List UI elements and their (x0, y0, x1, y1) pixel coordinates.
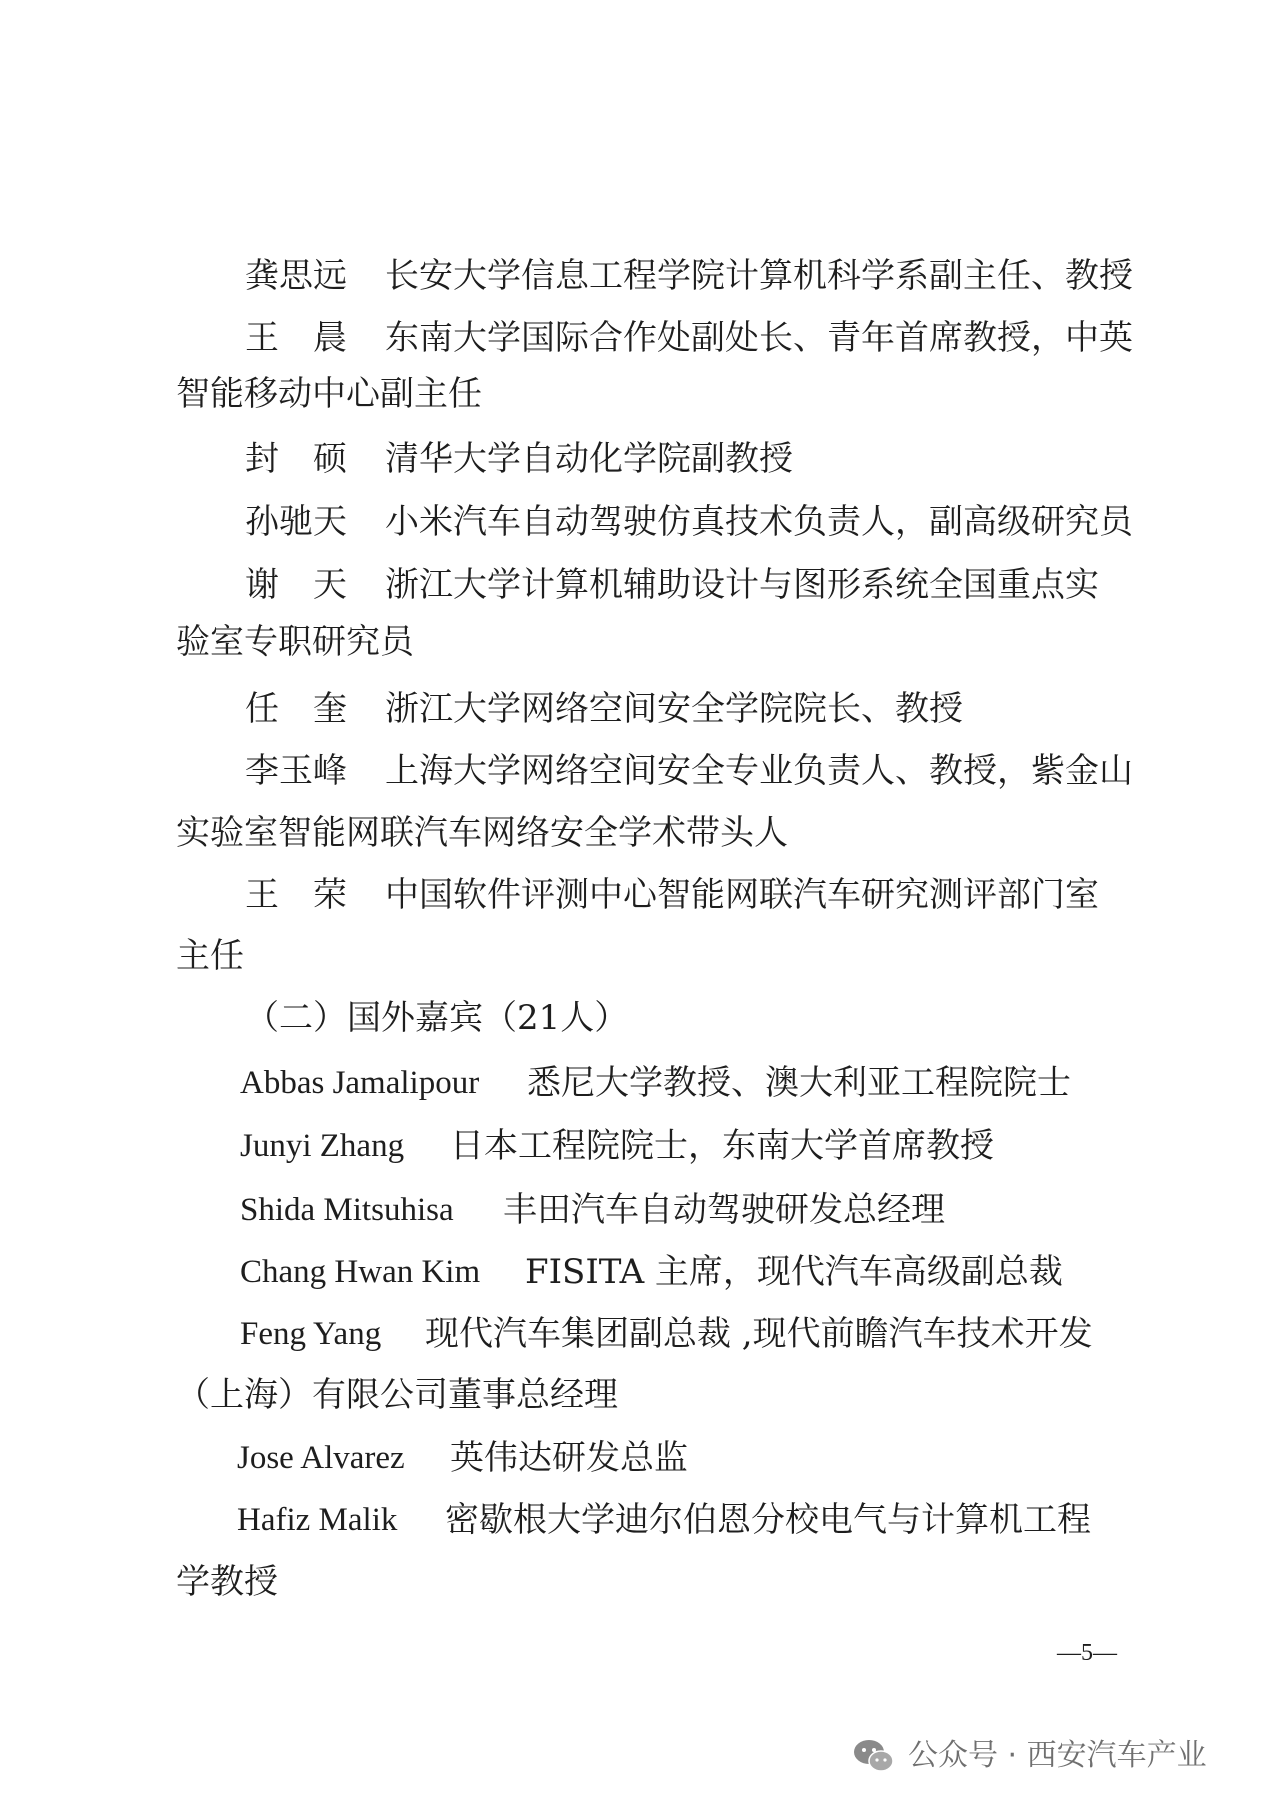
guest-name: 王 晨 (245, 318, 347, 358)
guest-title: 浙江大学网络空间安全学院院长、教授 (385, 689, 963, 729)
guest-title: 日本工程院院士，东南大学首席教授 (450, 1126, 994, 1166)
guest-title: 现代汽车集团副总裁 ,现代前瞻汽车技术开发 (425, 1314, 1093, 1354)
guest-name: Hafiz Malik (237, 1502, 398, 1538)
guest-name: Abbas Jamalipour (240, 1065, 480, 1101)
watermark (852, 1736, 1207, 1776)
guest-name: Junyi Zhang (240, 1128, 405, 1164)
guest-name: Chang Hwan Kim (240, 1254, 481, 1290)
guest-title: 英伟达研发总监 (450, 1438, 688, 1478)
wechat-icon (852, 1736, 896, 1776)
guest-title: 中国软件评测中心智能网联汽车研究测评部门室 (385, 875, 1099, 915)
guest-title: FISITA 主席，现代汽车高级副总裁 (525, 1252, 1063, 1292)
guest-name: Shida Mitsuhisa (240, 1192, 454, 1228)
guest-title: 悉尼大学教授、澳大利亚工程院院士 (527, 1063, 1071, 1103)
guest-name: 谢 天 (245, 565, 347, 605)
watermark-label: 公众号 · 西安汽车产业 (908, 1738, 1207, 1773)
guest-name: 王 荣 (245, 875, 347, 915)
guest-name: 孙驰天 (245, 502, 347, 542)
document-page: 龚思远 长安大学信息工程学院计算机科学系副主任、教授 王 晨 东南大学国际合作处副处长、青年首席教授，中英 智能移动中心副主任 封 硕 清华大学自动化学院副教授 孙驰天 小米汽车自动驾驶仿真技术负责人，副高级研究员 谢 天 浙江大学计算机辅助设计与图形系统全国重点实 验室专职研究员 任 奎 浙江大学网络空间安全学院院长、教授 李玉峰 上海大学网络空间安全专业负责人、教授，紫金山 实验室智能网联汽车网络安全学术带头人 王 荣 中国软件评测中心智能网联汽车研究测评部门室 主任 （二）国外嘉宾（21人） Abbas Jamalipour 悉尼大学教授、澳大利亚工程院院士 Junyi Zhang 日本工程院院士，东南大学首席教授 Shida Mitsuhisa 丰田汽车自动驾驶研发总经理 Chang Hwan Kim FISITA 主席，现代汽车高级副总裁 Feng Yang 现代汽车集团副总裁 ,现代前瞻汽车技术开发 （上海）有限公司董事总经理 Jose Alvarez 英伟达研发总监 Hafiz Malik 密歇根大学迪尔伯恩分校电气与计算机工程 学教授 —5— 公众号 · 西安汽车产业 (0, 0, 1280, 1809)
guest-title: 东南大学国际合作处副处长、青年首席教授，中英 (385, 318, 1133, 358)
guest-title: 长安大学信息工程学院计算机科学系副主任、教授 (385, 256, 1133, 296)
guest-name: Jose Alvarez (237, 1440, 405, 1476)
guest-title: 清华大学自动化学院副教授 (385, 439, 793, 479)
page-number: —5— (1057, 1640, 1117, 1666)
guest-title: 丰田汽车自动驾驶研发总经理 (503, 1190, 945, 1230)
guest-title: 浙江大学计算机辅助设计与图形系统全国重点实 (385, 565, 1099, 605)
guest-title: 小米汽车自动驾驶仿真技术负责人，副高级研究员 (385, 502, 1133, 542)
guest-name: 封 硕 (245, 439, 347, 479)
guest-name: 龚思远 (245, 256, 347, 296)
guest-name: Feng Yang (240, 1316, 382, 1352)
guest-name: 任 奎 (245, 689, 347, 729)
guest-title: 上海大学网络空间安全专业负责人、教授，紫金山 (385, 751, 1133, 791)
guest-name: 李玉峰 (245, 751, 347, 791)
guest-title: 密歇根大学迪尔伯恩分校电气与计算机工程 (445, 1500, 1091, 1540)
